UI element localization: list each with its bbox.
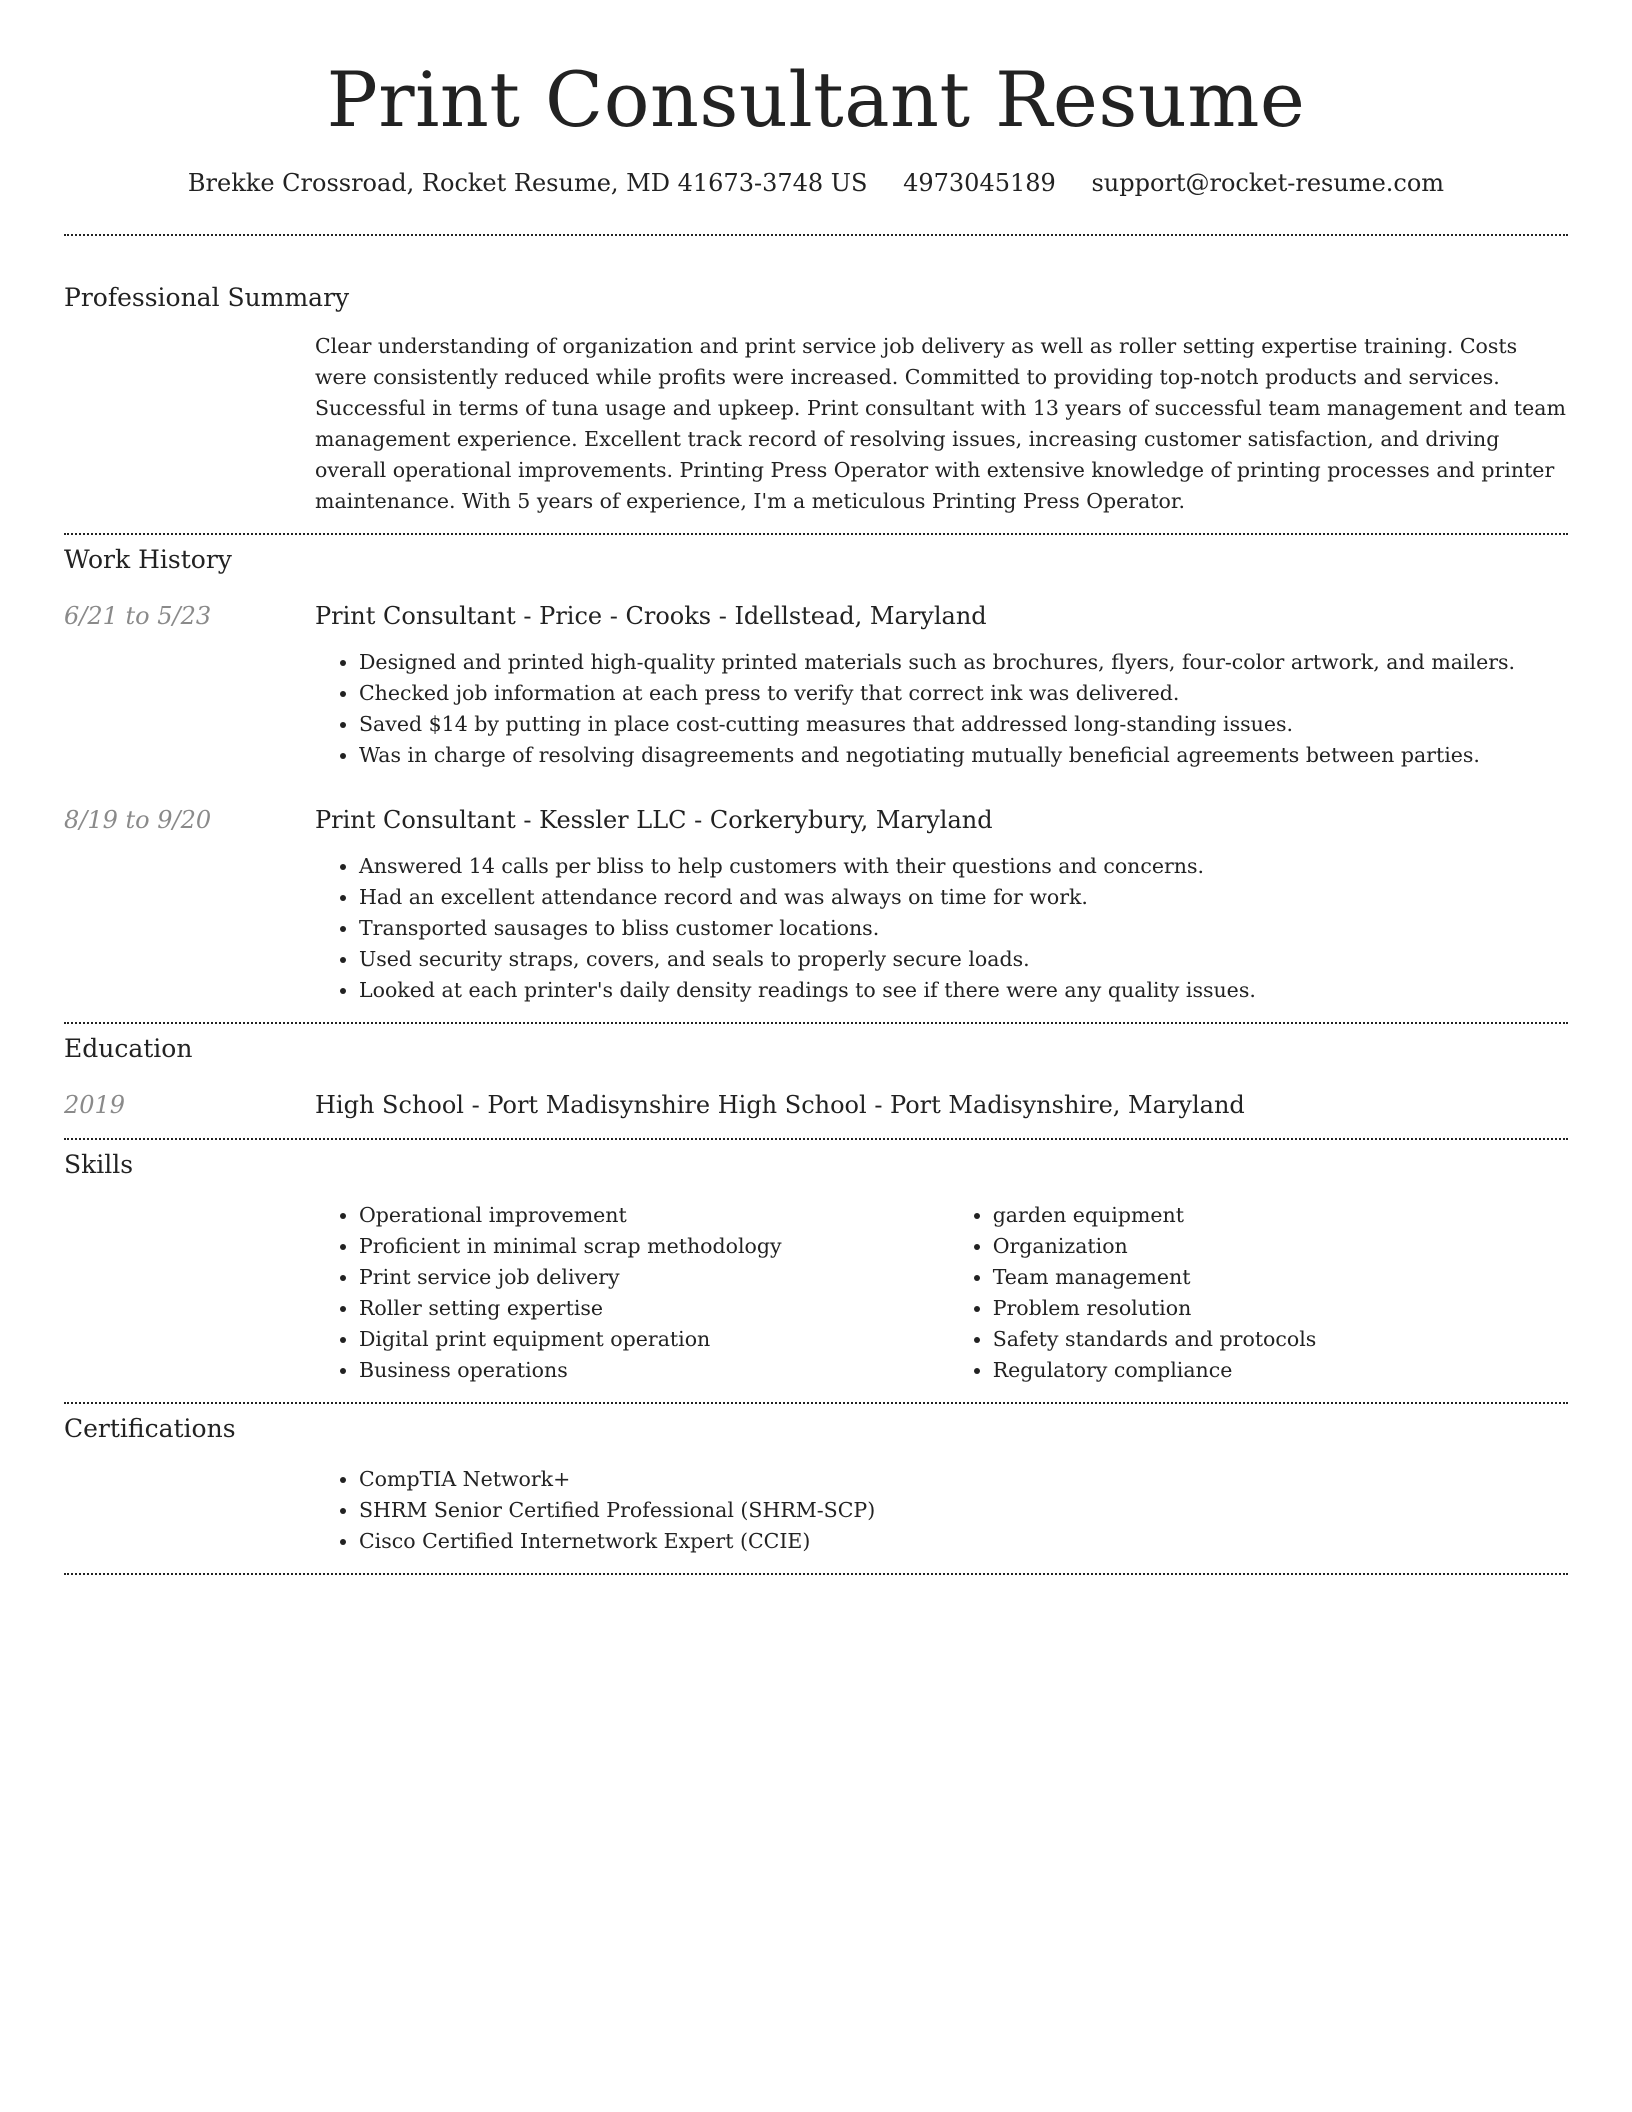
job-entry [64, 599, 1568, 771]
list-item: • Checked job information at each press to verify that correct ink was delivered. [359, 678, 1568, 709]
certifications-list [315, 1464, 1568, 1557]
list-item: • Digital print equipment operation [359, 1324, 949, 1355]
list-item: • Cisco Certified Internetwork Expert (CCIE) [359, 1526, 1568, 1557]
list-item: • garden equipment [993, 1200, 1568, 1231]
certifications-heading: Certifications [64, 1414, 236, 1443]
list-item: • SHRM Senior Certified Professional (SHRM-SCP) [359, 1495, 1568, 1526]
skills-section [64, 1148, 1568, 1386]
list-item: • CompTIA Network+ [359, 1464, 1568, 1495]
education-year: 2019 [64, 1091, 126, 1119]
list-item: • Answered 14 calls per bliss to help customers with their questions and concerns. [359, 851, 1568, 882]
certifications-section [64, 1412, 1568, 1557]
education-entry [64, 1088, 1568, 1122]
list-item: • Had an excellent attendance record and was always on time for work. [359, 882, 1568, 913]
skills-heading: Skills [64, 1150, 134, 1179]
list-item: • Business operations [359, 1355, 949, 1386]
list-item: • Looked at each printer's daily density readings to see if there were any quality issues. [359, 975, 1568, 1006]
job-title: Print Consultant - Kessler LLC - Corkerybury, Maryland [315, 806, 993, 834]
education-section [64, 1032, 1568, 1122]
skills-list-right [949, 1200, 1568, 1386]
list-item: • Designed and printed high-quality printed materials such as brochures, flyers, four-color artwork, and mailers. [359, 647, 1568, 678]
divider [64, 234, 1568, 236]
job-bullets [315, 851, 1568, 1006]
education-heading: Education [64, 1034, 193, 1063]
list-item: • Team management [993, 1262, 1568, 1293]
summary-section [64, 281, 1568, 517]
contact-address: Brekke Crossroad, Rocket Resume, MD 41673-3748 US [187, 169, 868, 197]
education-title: High School - Port Madisynshire High School - Port Madisynshire, Maryland [315, 1091, 1245, 1119]
skills-list-left [315, 1200, 949, 1386]
list-item: • Safety standards and protocols [993, 1324, 1568, 1355]
page-title: Print Consultant Resume [326, 55, 1306, 144]
divider [64, 1573, 1568, 1575]
work-history-heading: Work History [64, 545, 232, 574]
job-dates: 6/21 to 5/23 [64, 602, 212, 630]
divider [64, 1138, 1568, 1140]
work-history-section [64, 543, 1568, 1006]
contact-email: support@rocket-resume.com [1091, 169, 1445, 197]
summary-text: Clear understanding of organization and print service job delivery as well as roller setting expertise training. Costs were consistently reduced while profits were increased. Committed to providing top-notch products and services. Successful in terms of tuna usage and upkeep. Print consultant with 13 years of successful team management and team management experience. Excellent track record of resolving issues, increasing customer satisfaction, and driving overall operational improvements. Printing Press Operator with extensive knowledge of printing processes and printer maintenance. With 5 years of experience, I'm a meticulous Printing Press Operator. [315, 334, 1566, 513]
list-item: • Organization [993, 1231, 1568, 1262]
job-bullets [315, 647, 1568, 771]
list-item: • Roller setting expertise [359, 1293, 949, 1324]
list-item: • Was in charge of resolving disagreements and negotiating mutually beneficial agreements between parties. [359, 740, 1568, 771]
list-item: • Problem resolution [993, 1293, 1568, 1324]
list-item: • Transported sausages to bliss customer locations. [359, 913, 1568, 944]
job-entry [64, 803, 1568, 1006]
list-item: • Regulatory compliance [993, 1355, 1568, 1386]
resume-page [64, 0, 1568, 1575]
divider [64, 1022, 1568, 1024]
job-title: Print Consultant - Price - Crooks - Idellstead, Maryland [315, 602, 987, 630]
divider [64, 533, 1568, 535]
contact-phone: 4973045189 [903, 169, 1056, 197]
list-item: • Print service job delivery [359, 1262, 949, 1293]
list-item: • Operational improvement [359, 1200, 949, 1231]
list-item: • Proficient in minimal scrap methodology [359, 1231, 949, 1262]
divider [64, 1402, 1568, 1404]
contact-line [64, 166, 1568, 200]
skills-columns [315, 1200, 1568, 1386]
job-dates: 8/19 to 9/20 [64, 806, 212, 834]
list-item: • Used security straps, covers, and seals to properly secure loads. [359, 944, 1568, 975]
summary-heading: Professional Summary [64, 283, 350, 312]
list-item: • Saved $14 by putting in place cost-cutting measures that addressed long-standing issues. [359, 709, 1568, 740]
